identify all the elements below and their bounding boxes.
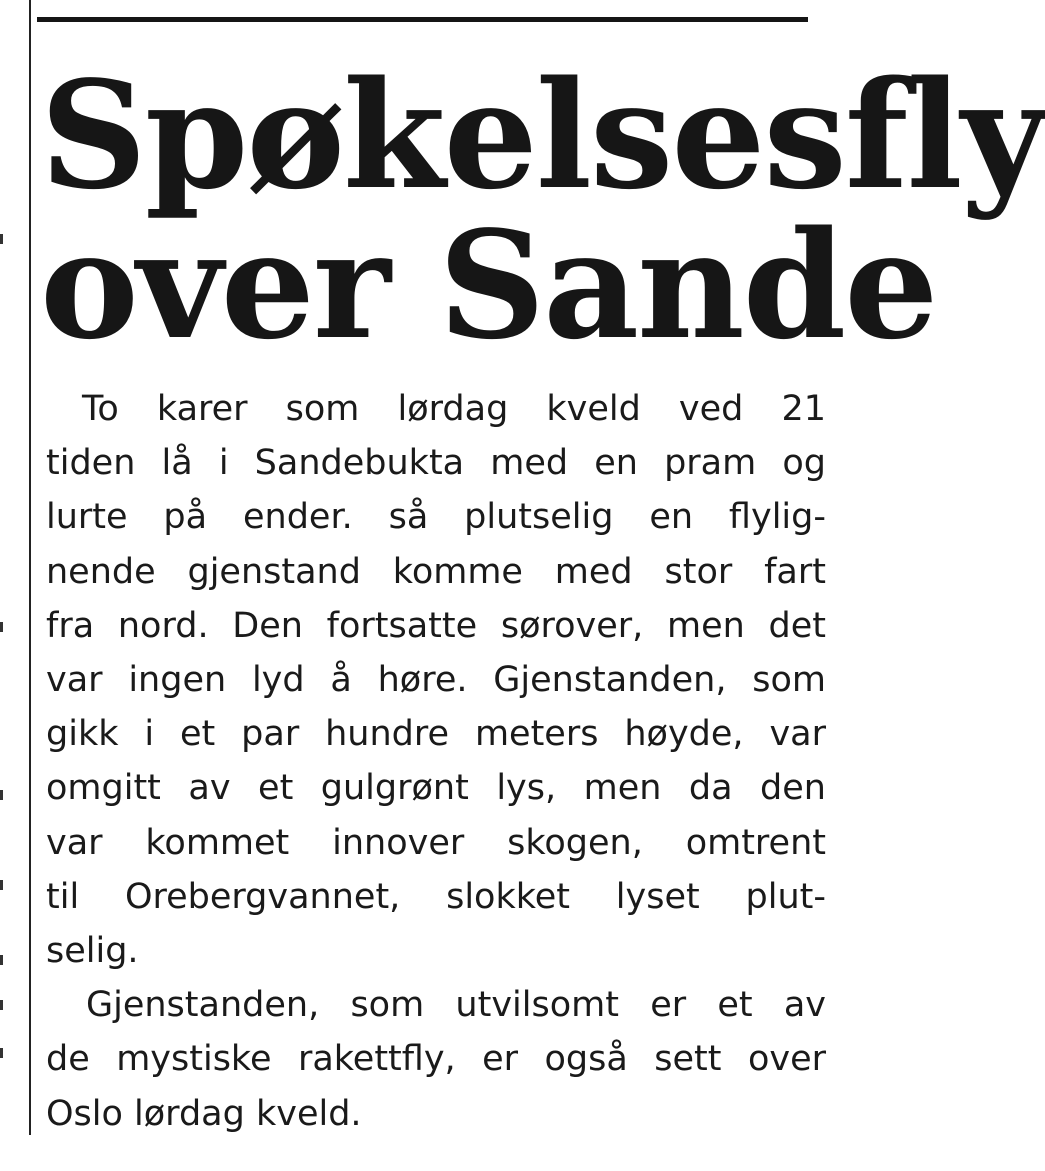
margin-mark: [0, 1048, 3, 1058]
margin-mark: [0, 622, 3, 632]
text-line: To karer som lørdag kveld ved 21: [82, 389, 826, 429]
margin-mark: [0, 234, 3, 244]
paragraph-1: [46, 382, 826, 978]
text-line: Gjenstanden, som utvilsomt er et av: [86, 985, 826, 1026]
text-line: selig.: [46, 931, 139, 972]
margin-mark: [0, 790, 3, 800]
text-line: var kommet innover skogen, omtrent: [46, 822, 826, 863]
text-line: Oslo lørdag kveld.: [46, 1093, 362, 1134]
text-line: tiden lå i Sandebukta med en pram og: [46, 443, 826, 484]
text-line: omgitt av et gulgrønt lys, men da den: [46, 768, 826, 809]
text-line: lurte på ender. så plutselig en flylig-: [46, 497, 826, 538]
text-line: nende gjenstand komme med stor fart: [46, 551, 826, 592]
text-line: til Orebergvannet, slokket lyset plut-: [46, 876, 826, 917]
column-rule-top: [37, 17, 808, 22]
article-body: [46, 382, 826, 1141]
text-line: de mystiske rakettfly, er også sett over: [46, 1039, 826, 1080]
text-line: fra nord. Den fortsatte sørover, men det: [46, 605, 826, 646]
article-headline: [40, 48, 1045, 372]
margin-mark: [0, 1000, 3, 1010]
text-line: gikk i et par hundre meters høyde, var: [46, 714, 826, 755]
headline-line-2: over Sande: [40, 198, 937, 372]
column-rule-left: [29, 0, 31, 1135]
margin-marks: [0, 0, 10, 1171]
paragraph-2: [46, 978, 826, 1141]
headline-line-1: Spøkelsesfly: [40, 48, 1045, 222]
margin-mark: [0, 955, 3, 965]
margin-mark: [0, 880, 3, 890]
text-line: var ingen lyd å høre. Gjenstanden, som: [46, 660, 826, 701]
